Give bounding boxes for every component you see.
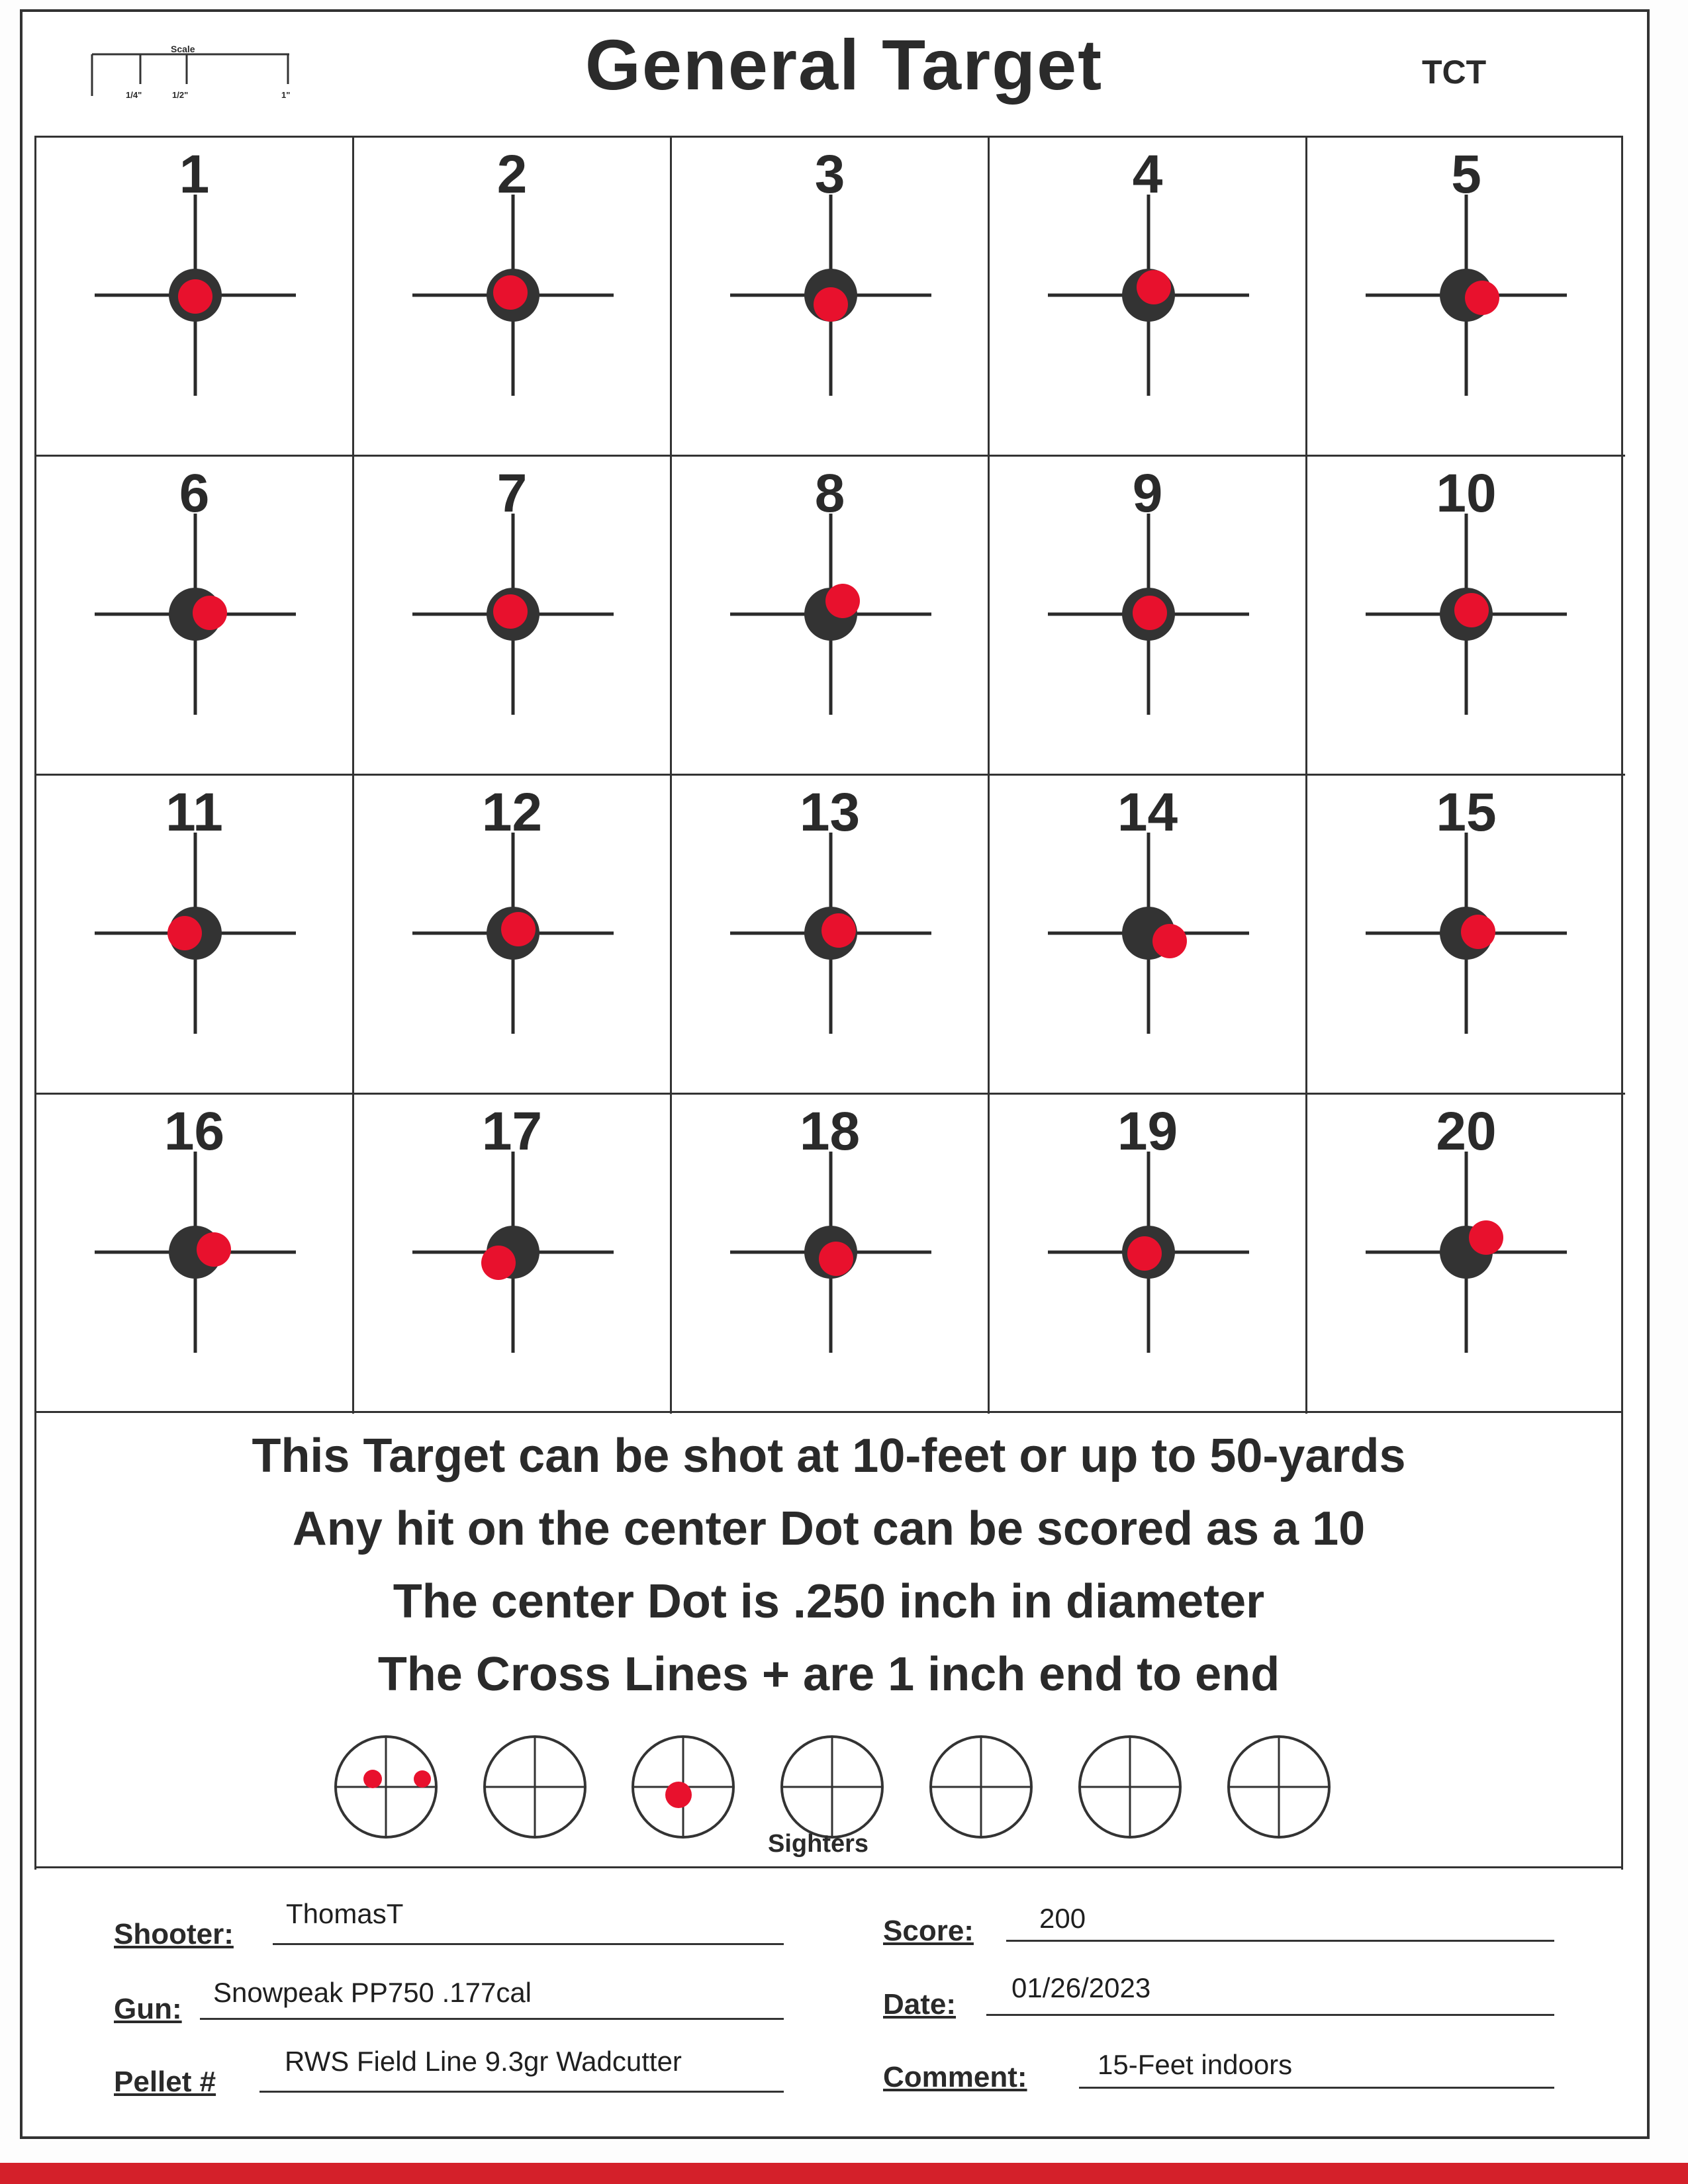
- crosshair-target: [990, 138, 1307, 457]
- target-cell-2: [354, 138, 672, 457]
- date-value: 01/26/2023: [1011, 1972, 1151, 2003]
- target-number: 13: [799, 782, 861, 842]
- pellet-label: Pellet #: [114, 2066, 216, 2098]
- pellet-hit-mark: [819, 1242, 853, 1276]
- target-cell-6: [36, 457, 354, 776]
- target-cell-14: [990, 776, 1307, 1095]
- target-number: 14: [1117, 782, 1178, 842]
- target-cell-3: [672, 138, 990, 457]
- target-number: 19: [1117, 1101, 1178, 1161]
- shooter-underline: [273, 1943, 784, 1945]
- target-cell-9: [990, 457, 1307, 776]
- pellet-value: RWS Field Line 9.3gr Wadcutter: [285, 2046, 682, 2077]
- pellet-hit-mark: [501, 912, 536, 946]
- pellet-hit-mark: [814, 287, 848, 322]
- pellet-hit-mark: [493, 275, 528, 310]
- target-cell-12: [354, 776, 672, 1095]
- gun-value: Snowpeak PP750 .177cal: [213, 1977, 532, 2008]
- crosshair-target: [672, 776, 990, 1095]
- crosshair-target: [672, 457, 990, 776]
- pellet-hit-mark: [1152, 924, 1187, 958]
- bottom-red-strip: [0, 2163, 1688, 2184]
- crosshair-target: [354, 776, 672, 1095]
- pellet-hit-mark: [481, 1246, 516, 1280]
- shooter-label: Shooter:: [114, 1918, 234, 1950]
- crosshair-target: [354, 457, 672, 776]
- crosshair-target: [990, 1095, 1307, 1414]
- target-cell-20: [1307, 1095, 1625, 1414]
- pellet-hit-mark: [1137, 270, 1171, 304]
- shooter-value: ThomasT: [286, 1898, 404, 1929]
- page-title: General Target: [585, 24, 1103, 105]
- target-number: 7: [496, 463, 528, 523]
- pellet-hit-mark: [1454, 593, 1489, 627]
- target-cell-7: [354, 457, 672, 776]
- target-number: 2: [496, 144, 528, 205]
- crosshair-target: [354, 1095, 672, 1414]
- target-cell-13: [672, 776, 990, 1095]
- target-cell-10: [1307, 457, 1625, 776]
- target-number: 4: [1132, 144, 1163, 205]
- target-number: 11: [165, 782, 223, 842]
- scale-label: Scale: [171, 44, 195, 54]
- target-number: 3: [814, 144, 845, 205]
- date-label: Date:: [883, 1988, 957, 2021]
- pellet-hit-mark: [821, 913, 856, 948]
- target-grid: [34, 136, 1623, 1413]
- pellet-hit-mark: [193, 596, 227, 630]
- rules-panel: [34, 1413, 1623, 1870]
- target-number: 1: [179, 144, 210, 205]
- target-cell-15: [1307, 776, 1625, 1095]
- pellet-hit-mark: [1127, 1236, 1162, 1271]
- corner-code: TCT: [1422, 54, 1487, 91]
- target-cell-16: [36, 1095, 354, 1414]
- target-number: 16: [164, 1101, 225, 1161]
- target-number: 17: [481, 1101, 543, 1161]
- crosshair-target: [36, 776, 354, 1095]
- crosshair-target: [354, 138, 672, 457]
- crosshair-target: [1307, 457, 1625, 776]
- rule-line-cross-size: The Cross Lines + are 1 inch end to end: [377, 1648, 1280, 1701]
- target-number: 20: [1436, 1101, 1497, 1161]
- pellet-hit-mark: [1133, 596, 1167, 630]
- crosshair-target: [672, 138, 990, 457]
- pellet-hit-mark: [493, 594, 528, 629]
- rule-line-distance: This Target can be shot at 10-feet or up to 50-yards: [252, 1430, 1406, 1482]
- target-cell-8: [672, 457, 990, 776]
- target-cell-11: [36, 776, 354, 1095]
- pellet-hit-mark: [197, 1232, 231, 1267]
- target-cell-5: [1307, 138, 1625, 457]
- target-number: 6: [179, 463, 210, 523]
- scale-tick-quarter: 1/4": [126, 90, 142, 100]
- score-value: 200: [1039, 1903, 1086, 1934]
- target-number: 15: [1436, 782, 1497, 842]
- date-underline: [986, 2014, 1554, 2016]
- target-number: 9: [1132, 463, 1163, 523]
- pellet-hit-mark: [167, 916, 202, 950]
- crosshair-target: [36, 1095, 354, 1414]
- target-cell-18: [672, 1095, 990, 1414]
- crosshair-target: [36, 138, 354, 457]
- target-number: 12: [481, 782, 543, 842]
- target-number: 18: [799, 1101, 861, 1161]
- rule-line-dot-size: The center Dot is .250 inch in diameter: [393, 1575, 1265, 1628]
- crosshair-target: [990, 776, 1307, 1095]
- score-underline: [1006, 1940, 1554, 1942]
- pellet-hit-mark: [1469, 1220, 1503, 1255]
- rule-line-scoring: Any hit on the center Dot can be scored as a 10: [292, 1502, 1366, 1555]
- target-number: 8: [814, 463, 845, 523]
- sighters-label: Sighters: [768, 1830, 869, 1858]
- crosshair-target: [1307, 1095, 1625, 1414]
- target-number: 5: [1451, 144, 1481, 205]
- pellet-hit-mark: [1465, 281, 1499, 315]
- comment-label: Comment:: [883, 2061, 1027, 2093]
- gun-underline: [200, 2018, 784, 2020]
- crosshair-target: [990, 457, 1307, 776]
- pellet-hit-mark: [178, 279, 212, 314]
- scale-tick-inch: 1": [281, 90, 291, 100]
- comment-value: 15-Feet indoors: [1098, 2049, 1293, 2080]
- crosshair-target: [1307, 138, 1625, 457]
- crosshair-target: [1307, 776, 1625, 1095]
- comment-underline: [1079, 2087, 1554, 2089]
- scale-tick-half: 1/2": [172, 90, 189, 100]
- score-label: Score:: [883, 1915, 974, 1947]
- target-cell-19: [990, 1095, 1307, 1414]
- pellet-hit-mark: [1461, 915, 1495, 949]
- crosshair-target: [36, 457, 354, 776]
- target-number: 10: [1436, 463, 1497, 523]
- target-cell-4: [990, 138, 1307, 457]
- target-cell-17: [354, 1095, 672, 1414]
- target-cell-1: [36, 138, 354, 457]
- pellet-underline: [259, 2091, 784, 2093]
- gun-label: Gun:: [114, 1993, 182, 2025]
- pellet-hit-mark: [825, 584, 860, 618]
- crosshair-target: [672, 1095, 990, 1414]
